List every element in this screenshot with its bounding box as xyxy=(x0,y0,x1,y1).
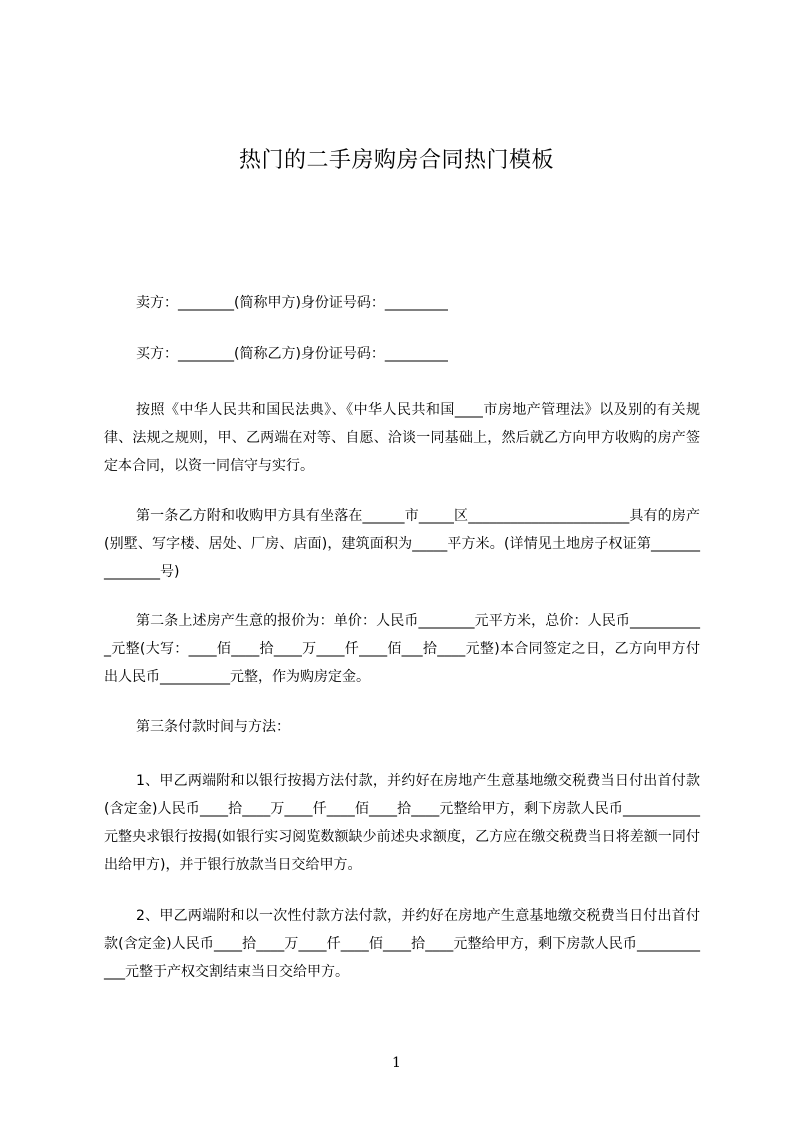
article-1-paragraph: 第一条乙方附和收购甲方具有坐落在______市_____区_______________________具有的房产(别墅、写字楼、居处、厂房、店面)，建筑面积为_____平方米。(详情见土地房子权证第_______________号) xyxy=(104,508,700,580)
document-title: 热门的二手房购房合同热门模板 xyxy=(238,148,554,173)
page-number: 1 xyxy=(392,1055,401,1071)
article-2-paragraph: 第二条上述房产生意的报价为：单价：人民币________元平方米，总价：人民币___________元整(大写：____佰____拾____万____仟____佰___拾____元整)本合同签定之日，乙方向甲方付出人民币__________元整，作为购房定金。 xyxy=(104,613,700,685)
payment-method-1-paragraph: 1、甲乙两端附和以银行按揭方法付款，并约好在房地产生意基地缴交税费当日付出首付款(含定金)人民币____拾____万____仟____佰____拾____元整给甲方，剩下房款人民币___________元整央求银行按揭(如银行实习阅览数额缺少前述央求额度，乙方应在缴交税费当日将差额一同付出给甲方)，并于银行放款当日交给甲方。 xyxy=(104,773,700,873)
seller-line: 卖方：________(简称甲方)身份证号码：_________ xyxy=(136,295,448,311)
article-3-heading: 第三条付款时间与方法： xyxy=(136,719,290,735)
preamble-paragraph: 按照《中华人民共和国民法典》、《中华人民共和国____市房地产管理法》以及别的有关规律、法规之规则，甲、乙两端在对等、自愿、洽谈一同基础上，然后就乙方向甲方收购的房产签定本合同，以资一同信守与实行。 xyxy=(104,402,700,474)
payment-method-2-paragraph: 2、甲乙两端附和以一次性付款方法付款，并约好在房地产生意基地缴交税费当日付出首付款(含定金)人民币____拾____万____仟____佰____拾____元整给甲方，剩下房款人民币____________元整于产权交割结束当日交给甲方。 xyxy=(104,908,700,980)
buyer-line: 买方：________(简称乙方)身份证号码：_________ xyxy=(136,346,448,362)
